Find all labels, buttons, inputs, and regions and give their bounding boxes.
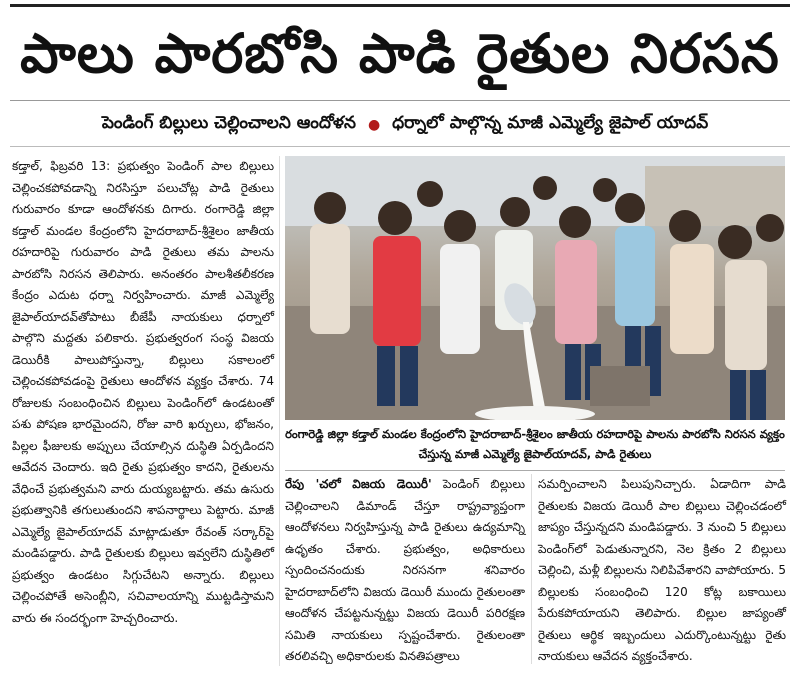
top-rule (10, 4, 790, 7)
article-column-2 (285, 474, 525, 668)
subheading (20, 109, 790, 141)
article-column-3 (538, 474, 786, 668)
column-divider (279, 156, 280, 666)
subsection-tag: రేపు 'చలో విజయ డెయిరీ' (285, 477, 432, 491)
photo-caption: రంగారెడ్డి జిల్లా కడ్తాల్ మండల కేంద్రంలోని హైదరాబాద్-శ్రీశైలం జాతీయ రహదారిపై పాలను పారబోసి నిరసన వ్యక్తం చేస్తున్న మాజీ ఎమ్మెల్యే జైపాల్‌యాదవ్, పాడి రైతులు (285, 427, 785, 461)
caption-rule (285, 470, 785, 471)
article-text-col2 (285, 474, 525, 668)
subhead-rule (10, 146, 790, 147)
column-divider-2 (531, 474, 532, 664)
subhead-right: ధర్నాలో పాల్గొన్న మాజీ ఎమ్మెల్యే జైపాల్ యాదవ్ (392, 113, 709, 133)
article-text-col2-body: పెండింగ్ బిల్లులు చెల్లించాలని డిమాండ్ చేస్తూ రాష్ట్రవ్యాప్తంగా ఆందోళనలు నిర్వహిస్తున్న పాడి రైతులు ఉద్యమాన్ని ఉధృతం చేశారు. ప్రభుత్వం, అధికారులు స్పందించనందుకు నిరసనగా శనివారం హైదరాబాద్‌లోని విజయ డెయిరీ ముందు రైతులంతా ఆందోళన చేపట్టనున్నట్టు విజయ డెయిరీ పరిరక్షణ సమితి నాయకులు స్పష్టంచేశారు. రైతులంతా తరలివచ్చి అధికారులకు వినతిపత్రాలు (285, 477, 525, 663)
protest-photo-illustration (285, 156, 785, 420)
bullet-icon: ● (367, 117, 381, 133)
article-text-col3: సమర్పించాలని పిలుపునిచ్చారు. ఏడాదిగా పాడి రైతులకు విజయ డెయిరీ పాల బిల్లులు చెల్లించడంలో జాప్యం చేస్తున్నదని మండిపడ్డారు. 3 నుంచి 5 బిల్లులు పెండింగ్‌లో పెడుతున్నారని, నెల క్రితం 2 బిల్లులు చెల్లించి, మళ్లీ బిల్లులను నిలిపివేశారని వాపోయారు. 5 బిల్లులకు సంబంధించి 120 కోట్ల బకాయిలు పేరుకపోయాయని తెలిపారు. బిల్లుల జాప్యంతో రైతులు ఆర్థిక ఇబ్బందులు ఎదుర్కొంటున్నట్టు రైతు నాయకులు ఆవేదన వ్యక్తంచేశారు. (538, 477, 786, 663)
news-photo (285, 156, 785, 420)
article-text-col1: కడ్తాల్, ఫిబ్రవరి 13: ప్రభుత్వం పెండింగ్ పాల బిల్లులు చెల్లించకపోవడాన్ని నిరసిస్తూ పలుచోట్ల పాడి రైతులు గురువారం కూడా ఆందోళనకు దిగారు. రంగారెడ్డి జిల్లా కడ్తాల్ మండల కేంద్రంలోని హైదరాబాద్-శ్రీశైలం జాతీయ రహదారిపై గురువారం పాడి రైతులు తమ పాలను పారబోసి నిరసన తెలిపారు. అనంతరం పాలశీతలీకరణ కేంద్రం ఎదుట ధర్నా నిర్వహించారు. మాజీ ఎమ్మెల్యే జైపాల్‌యాదవ్‌తోపాటు బీజేపీ నాయకులు ధర్నాలో పాల్గొని మద్దతు పలికారు. ప్రభుత్వరంగ సంస్థ విజయ డెయిరీకి పాలుపోస్తున్నా, బిల్లులు సకాలంలో చెల్లించకపోవడంపై రైతులు ఆందోళన వ్యక్తం చేశారు. 74 రోజులకు సంబంధించిన బిల్లులు పెండింగ్‌లో ఉండటంతో పశు పోషణ భారమైందని, రోజు వారి ఖర్చులు, భోజనం, పిల్లల ఫీజులకు అప్పులు చేయాల్సిన దుస్థితి ఏర్పడిందని ఆవేదన చెందారు. ఇది రైతు ప్రభుత్వం కాదని, రైతులను వేధించే ప్రభుత్వమని వారు దుయ్యబట్టారు. తమ ఉసురు ప్రభుత్వానికి తగులుతుందని శాపనార్థాలు పెట్టారు. మాజీ ఎమ్మెల్యే జైపాల్‌యాదవ్ మాట్లాడుతూ రేవంత్ సర్కార్‌పై మండిపడ్డారు. పాడి రైతులకు బిల్లులు ఇవ్వలేని దుస్థితిలో ప్రభుత్వం ఉండటం సిగ్గుచేటని అన్నారు. బిల్లులు చెల్లించపోతే అసెంబ్లీని, సచివాలయాన్ని ముట్టడిస్తామని వారు ఈ సందర్భంగా హెచ్చరించారు. (12, 159, 274, 625)
article-column-1 (12, 156, 274, 629)
subhead-left: పెండింగ్ బిల్లులు చెల్లించాలని ఆందోళన (101, 113, 356, 133)
headline: పాలు పారబోసి పాడి రైతుల నిరసన (20, 22, 780, 85)
headline-rule (10, 100, 790, 101)
